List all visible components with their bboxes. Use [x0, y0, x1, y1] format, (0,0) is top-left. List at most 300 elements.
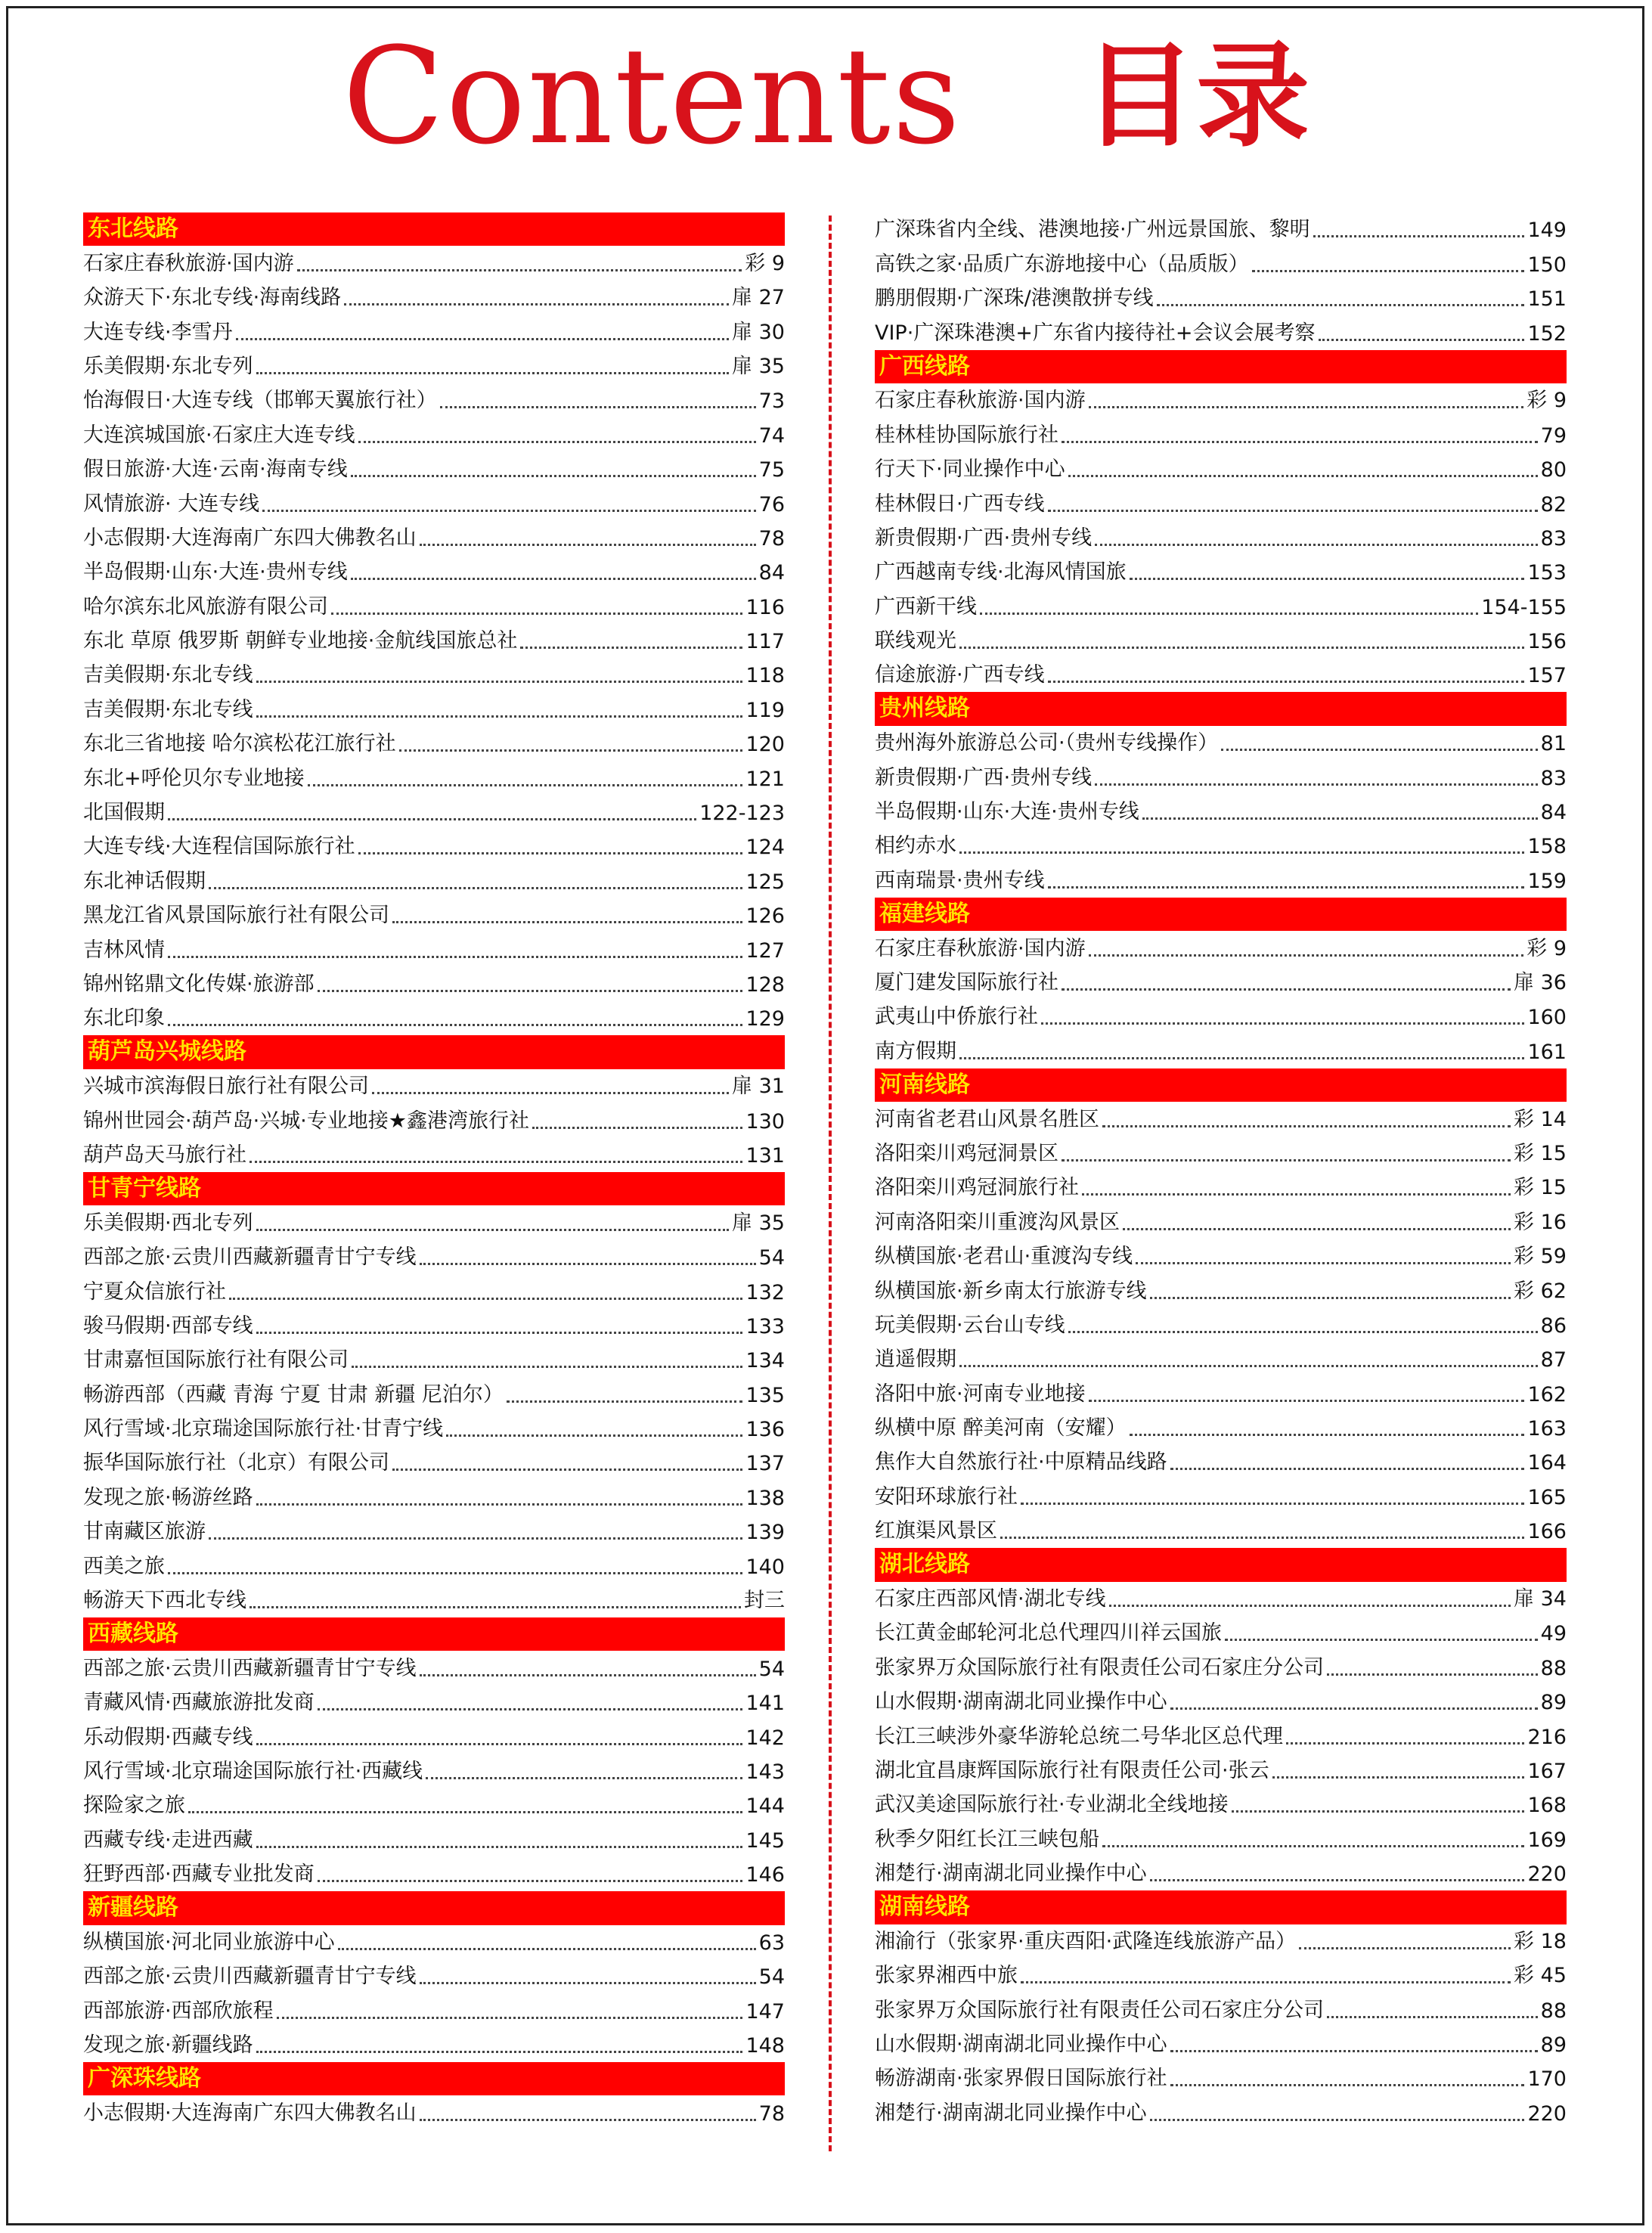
entry-title: 小志假期·大连海南广东四大佛教名山: [83, 526, 417, 550]
entry-title: 湘渝行（张家界·重庆酉阳·武隆连线旅游产品）: [875, 1929, 1297, 1953]
toc-entry[interactable]: [83, 1069, 785, 1103]
dot-leader: [420, 1674, 756, 1676]
dot-leader: [420, 1263, 756, 1265]
dot-leader: [1082, 1193, 1511, 1196]
entry-title: 西美之旅: [83, 1554, 165, 1578]
entry-title: 北国假期: [83, 801, 165, 825]
toc-entry[interactable]: [875, 931, 1567, 965]
toc-entry[interactable]: [875, 658, 1567, 692]
toc-entry[interactable]: [83, 727, 785, 761]
dot-leader: [256, 1229, 729, 1231]
entry-page-number: 167: [1527, 1759, 1567, 1783]
dot-leader: [1068, 1331, 1538, 1333]
entry-page-number: 148: [745, 2034, 785, 2058]
toc-entry[interactable]: [875, 1445, 1567, 1479]
entry-title: VIP·广深珠港澳+广东省内接待社+会议会展考察: [875, 321, 1316, 345]
entry-page-number: 彩 15: [1514, 1141, 1567, 1165]
entry-title: 新贵假期·广西·贵州专线: [875, 526, 1093, 550]
toc-entry[interactable]: [83, 1754, 785, 1788]
entry-page-number: 83: [1540, 766, 1567, 790]
entry-title: 吉林风情: [83, 938, 165, 962]
toc-entry[interactable]: [875, 795, 1567, 829]
toc-entry[interactable]: [875, 624, 1567, 658]
entry-page-number: 彩 14: [1514, 1107, 1567, 1131]
toc-entry[interactable]: [875, 1411, 1567, 1445]
toc-entry[interactable]: [83, 1240, 785, 1274]
entry-page-number: 120: [745, 733, 785, 757]
dot-leader: [358, 852, 743, 854]
toc-entry[interactable]: [875, 1034, 1567, 1068]
toc-entry[interactable]: [83, 1857, 785, 1891]
toc-entry[interactable]: [83, 624, 785, 658]
dot-leader: [209, 887, 742, 889]
dot-leader: [1327, 2016, 1538, 2018]
entry-title: 青藏风情·西藏旅游批发商: [83, 1691, 315, 1715]
dot-leader: [1221, 749, 1538, 751]
toc-entry[interactable]: [875, 1788, 1567, 1822]
toc-entry[interactable]: [83, 967, 785, 1001]
entry-page-number: 168: [1527, 1794, 1567, 1818]
entry-title: 吉美假期·东北专线: [83, 697, 253, 721]
toc-entry[interactable]: [83, 246, 785, 280]
entry-page-number: 扉 34: [1514, 1587, 1567, 1611]
dot-leader: [256, 681, 743, 683]
dot-leader: [1150, 1297, 1511, 1299]
entry-page-number: 127: [745, 938, 785, 963]
entry-page-number: 彩 9: [1526, 936, 1567, 960]
toc-entry[interactable]: [83, 1583, 785, 1617]
toc-entry[interactable]: [83, 761, 785, 795]
dot-leader: [392, 1469, 742, 1471]
toc-entry[interactable]: [875, 1514, 1567, 1548]
toc-entry[interactable]: [83, 2028, 785, 2062]
toc-entry[interactable]: [875, 1616, 1567, 1650]
dot-leader: [1095, 783, 1537, 786]
toc-entry[interactable]: [875, 315, 1567, 349]
toc-entry[interactable]: [875, 2061, 1567, 2095]
dot-leader: [256, 1503, 743, 1506]
section-heading: 福建线路: [875, 898, 1567, 931]
toc-entry[interactable]: [875, 1273, 1567, 1307]
dot-leader: [1021, 1981, 1511, 1983]
dot-leader: [308, 784, 743, 786]
entry-page-number: 156: [1527, 630, 1567, 654]
dot-leader: [1150, 2119, 1525, 2121]
dot-leader: [1068, 475, 1538, 477]
entry-page-number: 89: [1540, 2033, 1567, 2058]
entry-title: 贵州海外旅游总公司·（贵州专线操作）: [875, 731, 1219, 755]
toc-entry[interactable]: [83, 692, 785, 726]
entry-title: 风行雪域·北京瑞途国际旅行社·甘青宁线: [83, 1417, 444, 1441]
entry-title: 长江黄金邮轮河北总代理四川祥云国旅: [875, 1621, 1222, 1645]
toc-entry[interactable]: [83, 1720, 785, 1754]
dot-leader: [1130, 578, 1525, 580]
section-heading: 西藏线路: [83, 1617, 785, 1651]
toc-entry[interactable]: [83, 383, 785, 417]
entry-title: 众游天下·东北专线·海南线路: [83, 286, 342, 310]
entry-page-number: 145: [745, 1828, 785, 1853]
toc-entry[interactable]: [875, 1000, 1567, 1034]
entry-title: 宁夏众信旅行社: [83, 1279, 226, 1304]
dot-leader: [392, 921, 742, 923]
toc-entry[interactable]: [83, 1309, 785, 1343]
toc-entry[interactable]: [83, 1549, 785, 1583]
entry-page-number: 146: [745, 1863, 785, 1887]
toc-entry[interactable]: [83, 486, 785, 520]
column-divider: [829, 216, 832, 2151]
entry-page-number: 84: [1540, 801, 1567, 825]
entry-title: 山水假期·湖南湖北同业操作中心: [875, 2033, 1167, 2057]
toc-entry[interactable]: [83, 796, 785, 830]
entry-title: 东北+呼伦贝尔专业地接: [83, 766, 305, 790]
dot-leader: [446, 1434, 742, 1437]
entry-page-number: 扉 27: [732, 286, 785, 310]
dot-leader: [1102, 1125, 1511, 1127]
entry-title: 假日旅游·大连·云南·海南专线: [83, 457, 348, 482]
toc-entry[interactable]: [875, 1822, 1567, 1856]
toc-entry[interactable]: [875, 1342, 1567, 1376]
toc-entry[interactable]: [875, 2095, 1567, 2129]
entry-page-number: 136: [745, 1418, 785, 1442]
dot-leader: [250, 1161, 742, 1163]
entry-title: 武汉美途国际旅行社·专业湖北全线地接: [875, 1793, 1229, 1817]
toc-entry[interactable]: [83, 932, 785, 966]
entry-title: 逍遥假期: [875, 1348, 956, 1372]
entry-page-number: 161: [1527, 1040, 1567, 1064]
entry-page-number: 扉 36: [1514, 970, 1567, 994]
toc-entry[interactable]: [875, 1924, 1567, 1959]
toc-entry[interactable]: [875, 1993, 1567, 2027]
dot-leader: [250, 1606, 741, 1608]
entry-title: 大连滨城国旅·石家庄大连专线: [83, 423, 355, 447]
entry-page-number: 154-155: [1481, 595, 1567, 619]
entry-page-number: 216: [1527, 1725, 1567, 1749]
entry-page-number: 封三: [744, 1589, 785, 1613]
toc-entry[interactable]: [875, 452, 1567, 486]
dot-leader: [532, 1127, 743, 1129]
entry-title: 桂林桂协国际旅行社: [875, 423, 1058, 447]
entry-page-number: 彩 18: [1514, 1929, 1567, 1953]
entry-page-number: 147: [745, 1999, 785, 2024]
dot-leader: [331, 613, 742, 615]
toc-entry[interactable]: [83, 1377, 785, 1411]
entry-title: 石家庄春秋旅游·国内游: [83, 251, 294, 275]
toc-entry[interactable]: [875, 1205, 1567, 1239]
entry-page-number: 76: [758, 492, 785, 516]
entry-page-number: 151: [1527, 287, 1567, 312]
entry-page-number: 81: [1540, 732, 1567, 756]
entry-page-number: 159: [1527, 869, 1567, 893]
entry-page-number: 160: [1527, 1006, 1567, 1030]
toc-entry[interactable]: [83, 1446, 785, 1480]
dot-leader: [399, 749, 743, 752]
entry-title: 纵横国旅·老君山·重渡沟专线: [875, 1245, 1133, 1269]
entry-page-number: 169: [1527, 1828, 1567, 1852]
entry-title: 红旗渠风景区: [875, 1519, 997, 1543]
toc-entry[interactable]: [83, 315, 785, 349]
toc-entry[interactable]: [875, 1719, 1567, 1753]
entry-page-number: 彩 62: [1514, 1279, 1567, 1303]
toc-entry[interactable]: [875, 1171, 1567, 1205]
toc-entry[interactable]: [83, 1412, 785, 1446]
dot-leader: [1232, 1810, 1525, 1813]
entry-title: 石家庄春秋旅游·国内游: [875, 389, 1086, 413]
dot-leader: [351, 578, 756, 580]
entry-page-number: 124: [745, 836, 785, 860]
entry-title: 黑龙江省风景国际旅行社有限公司: [83, 904, 389, 928]
entry-title: 武夷山中侨旅行社: [875, 1005, 1038, 1029]
dot-leader: [229, 1298, 742, 1300]
toc-entry[interactable]: [83, 521, 785, 555]
entry-title: 河南洛阳栾川重渡沟风景区: [875, 1210, 1120, 1234]
dot-leader: [440, 406, 756, 408]
entry-page-number: 78: [758, 2101, 785, 2126]
toc-entry[interactable]: [83, 864, 785, 898]
entry-page-number: 117: [745, 630, 785, 654]
entry-title: 畅游西部（西藏 青海 宁夏 甘肃 新疆 尼泊尔）: [83, 1382, 504, 1406]
toc-entry[interactable]: [83, 1925, 785, 1959]
dot-leader: [277, 2017, 743, 2019]
entry-page-number: 126: [745, 904, 785, 929]
dot-leader: [344, 303, 729, 305]
toc-entry[interactable]: [875, 212, 1567, 247]
dot-leader: [426, 1777, 742, 1779]
toc-entry[interactable]: [83, 1788, 785, 1822]
entry-title: 洛阳栾川鸡冠洞景区: [875, 1141, 1058, 1165]
toc-entry[interactable]: [83, 1822, 785, 1856]
entry-page-number: 82: [1540, 492, 1567, 516]
toc-entry[interactable]: [83, 1205, 785, 1239]
toc-entry[interactable]: [83, 281, 785, 315]
toc-entry[interactable]: [83, 555, 785, 589]
toc-entry[interactable]: [83, 349, 785, 383]
entry-title: 桂林假日·广西专线: [875, 492, 1045, 516]
toc-entry[interactable]: [875, 1959, 1567, 1993]
toc-entry[interactable]: [83, 1651, 785, 1685]
entry-title: 南方假期: [875, 1039, 956, 1063]
entry-title: 洛阳中旅·河南专业地接: [875, 1382, 1086, 1406]
entry-title: 葫芦岛天马旅行社: [83, 1143, 246, 1167]
entry-title: 乐美假期·西北专列: [83, 1211, 253, 1235]
entry-page-number: 135: [745, 1383, 785, 1407]
dot-leader: [236, 338, 729, 340]
entry-title: 锦州世园会·葫芦岛·兴城·专业地接★鑫港湾旅行社: [83, 1109, 529, 1133]
entry-page-number: 彩 9: [1526, 389, 1567, 413]
toc-entry[interactable]: [875, 863, 1567, 897]
toc-entry[interactable]: [875, 1685, 1567, 1719]
entry-title: 西部旅游·西部欣旅程: [83, 1999, 274, 2023]
entry-page-number: 63: [758, 1931, 785, 1955]
toc-entry[interactable]: [875, 760, 1567, 794]
entry-page-number: 141: [745, 1692, 785, 1716]
dot-leader: [297, 269, 742, 271]
toc-entry[interactable]: [83, 1686, 785, 1720]
dot-leader: [420, 2119, 756, 2121]
entry-title: 振华国际旅行社（北京）有限公司: [83, 1451, 389, 1475]
toc-entry[interactable]: [83, 1274, 785, 1308]
entry-page-number: 163: [1527, 1417, 1567, 1441]
toc-entry[interactable]: [83, 452, 785, 486]
entry-title: 风情旅游· 大连专线: [83, 492, 260, 516]
dot-leader: [1252, 270, 1525, 272]
toc-entry[interactable]: [83, 658, 785, 692]
section-heading: 甘青宁线路: [83, 1172, 785, 1205]
toc-entry[interactable]: [83, 1993, 785, 2027]
toc-entry[interactable]: [875, 726, 1567, 760]
toc-entry[interactable]: [83, 830, 785, 864]
dot-leader: [1272, 1776, 1525, 1779]
dot-leader: [959, 1057, 1524, 1059]
entry-page-number: 166: [1527, 1520, 1567, 1544]
entry-page-number: 89: [1540, 1691, 1567, 1715]
entry-page-number: 49: [1540, 1622, 1567, 1646]
entry-page-number: 119: [745, 698, 785, 722]
entry-page-number: 150: [1527, 253, 1567, 277]
dot-leader: [1048, 681, 1525, 683]
entry-page-number: 彩 16: [1514, 1210, 1567, 1234]
dot-leader: [1109, 1605, 1511, 1607]
toc-entry[interactable]: [875, 1239, 1567, 1273]
entry-page-number: 54: [758, 1246, 785, 1270]
toc-entry[interactable]: [875, 1376, 1567, 1410]
entry-page-number: 130: [745, 1109, 785, 1134]
entry-title: 西藏专线·走进西藏: [83, 1828, 253, 1852]
entry-page-number: 79: [1540, 423, 1567, 448]
toc-entry[interactable]: [83, 1001, 785, 1035]
dot-leader: [1062, 1159, 1511, 1161]
entry-title: 广深珠省内全线、港澳地接·广州远景国旅、黎明: [875, 218, 1310, 242]
dot-leader: [1313, 235, 1525, 237]
entry-page-number: 143: [745, 1760, 785, 1784]
entry-page-number: 83: [1540, 526, 1567, 550]
toc-entry[interactable]: [83, 1103, 785, 1137]
entry-title: 秋季夕阳红长江三峡包船: [875, 1827, 1099, 1851]
toc-entry[interactable]: [875, 1479, 1567, 1513]
dot-leader: [1123, 1228, 1511, 1230]
dot-leader: [1170, 1707, 1538, 1710]
toc-entry[interactable]: [875, 521, 1567, 555]
entry-page-number: 157: [1527, 664, 1567, 688]
toc-entry[interactable]: [83, 1343, 785, 1377]
dot-leader: [256, 1332, 743, 1334]
entry-title: 大连专线·大连程信国际旅行社: [83, 835, 355, 859]
toc-entry[interactable]: [875, 1582, 1567, 1616]
toc-entry[interactable]: [83, 898, 785, 932]
dot-leader: [1048, 510, 1538, 512]
entry-title: 东北神话假期: [83, 869, 206, 893]
entry-page-number: 142: [745, 1726, 785, 1750]
dot-leader: [256, 1743, 743, 1745]
entry-page-number: 扉 30: [732, 320, 785, 344]
entry-title: 相约赤水: [875, 834, 956, 858]
entry-page-number: 153: [1527, 561, 1567, 585]
dot-leader: [168, 818, 696, 820]
toc-entry[interactable]: [83, 417, 785, 451]
entry-title: 信途旅游·广西专线: [875, 663, 1045, 687]
toc-entry[interactable]: [875, 486, 1567, 520]
dot-leader: [1299, 1947, 1511, 1949]
entry-title: 纵横国旅·新乡南太行旅游专线: [875, 1279, 1147, 1303]
toc-entry[interactable]: [875, 1754, 1567, 1788]
entry-page-number: 220: [1527, 1862, 1567, 1887]
page-title: [0, 21, 1652, 172]
toc-entry[interactable]: [875, 1102, 1567, 1136]
entry-title: 小志假期·大连海南广东四大佛教名山: [83, 2101, 417, 2125]
toc-entry[interactable]: [83, 1515, 785, 1549]
dot-leader: [507, 1400, 743, 1403]
entry-page-number: 彩 59: [1514, 1245, 1567, 1269]
entry-title: 东北三省地接 哈尔滨松花江旅行社: [83, 732, 396, 756]
title-chinese: 目录: [1083, 31, 1310, 163]
dot-leader: [1157, 304, 1525, 306]
dot-leader: [420, 544, 756, 546]
entry-title: 乐美假期·东北专列: [83, 354, 253, 378]
dot-leader: [351, 475, 756, 477]
entry-page-number: 158: [1527, 835, 1567, 859]
entry-title: 西部之旅·云贵川西藏新疆青甘宁专线: [83, 1965, 417, 1989]
toc-entry[interactable]: [875, 1650, 1567, 1684]
entry-page-number: 162: [1527, 1382, 1567, 1406]
toc-entry[interactable]: [875, 383, 1567, 417]
toc-entry[interactable]: [83, 589, 785, 623]
dot-leader: [520, 647, 742, 649]
toc-entry[interactable]: [875, 2027, 1567, 2061]
toc-entry[interactable]: [83, 2095, 785, 2129]
dot-leader: [1150, 1879, 1525, 1881]
toc-entry[interactable]: [875, 417, 1567, 451]
toc-entry[interactable]: [83, 1959, 785, 1993]
section-heading: 新疆线路: [83, 1891, 785, 1924]
toc-entry[interactable]: [875, 589, 1567, 623]
dot-leader: [358, 441, 756, 443]
section-heading: 广西线路: [875, 350, 1567, 383]
toc-entry[interactable]: [875, 829, 1567, 863]
toc-entry[interactable]: [875, 555, 1567, 589]
entry-title: 玩美假期·云台山专线: [875, 1313, 1065, 1337]
entry-title: 怡海假日·大连专线（邯郸天翼旅行社）: [83, 389, 437, 413]
dot-leader: [1041, 1022, 1524, 1025]
toc-entry[interactable]: [875, 247, 1567, 281]
dot-leader: [1021, 1503, 1524, 1505]
entry-page-number: 88: [1540, 1999, 1567, 2023]
entry-page-number: 扉 35: [732, 354, 785, 378]
toc-entry[interactable]: [875, 1308, 1567, 1342]
dot-leader: [1062, 988, 1511, 991]
entry-page-number: 80: [1540, 458, 1567, 482]
dot-leader: [256, 715, 743, 718]
toc-entry[interactable]: [83, 1138, 785, 1172]
entry-page-number: 134: [745, 1349, 785, 1373]
toc-entry[interactable]: [875, 966, 1567, 1000]
toc-entry[interactable]: [875, 281, 1567, 315]
entry-title: 狂野西部·西藏专业批发商: [83, 1862, 315, 1887]
entry-title: 哈尔滨东北风旅游有限公司: [83, 594, 328, 619]
dot-leader: [1170, 2050, 1538, 2052]
dot-leader: [262, 510, 755, 512]
toc-entry[interactable]: [83, 1480, 785, 1514]
dot-leader: [209, 1537, 742, 1540]
dot-leader: [959, 1365, 1538, 1367]
toc-entry[interactable]: [875, 1137, 1567, 1171]
entry-title: 湖北宜昌康辉国际旅行社有限责任公司·张云: [875, 1758, 1269, 1782]
entry-page-number: 彩 9: [745, 251, 785, 275]
toc-entry[interactable]: [875, 1856, 1567, 1890]
entry-title: 广西越南专线·北海风情国旅: [875, 560, 1127, 585]
entry-title: 石家庄西部风情·湖北专线: [875, 1587, 1106, 1611]
dot-leader: [256, 372, 729, 374]
entry-title: 鹏朋假期·广深珠/港澳散拼专线: [875, 287, 1154, 311]
entry-page-number: 121: [745, 767, 785, 791]
